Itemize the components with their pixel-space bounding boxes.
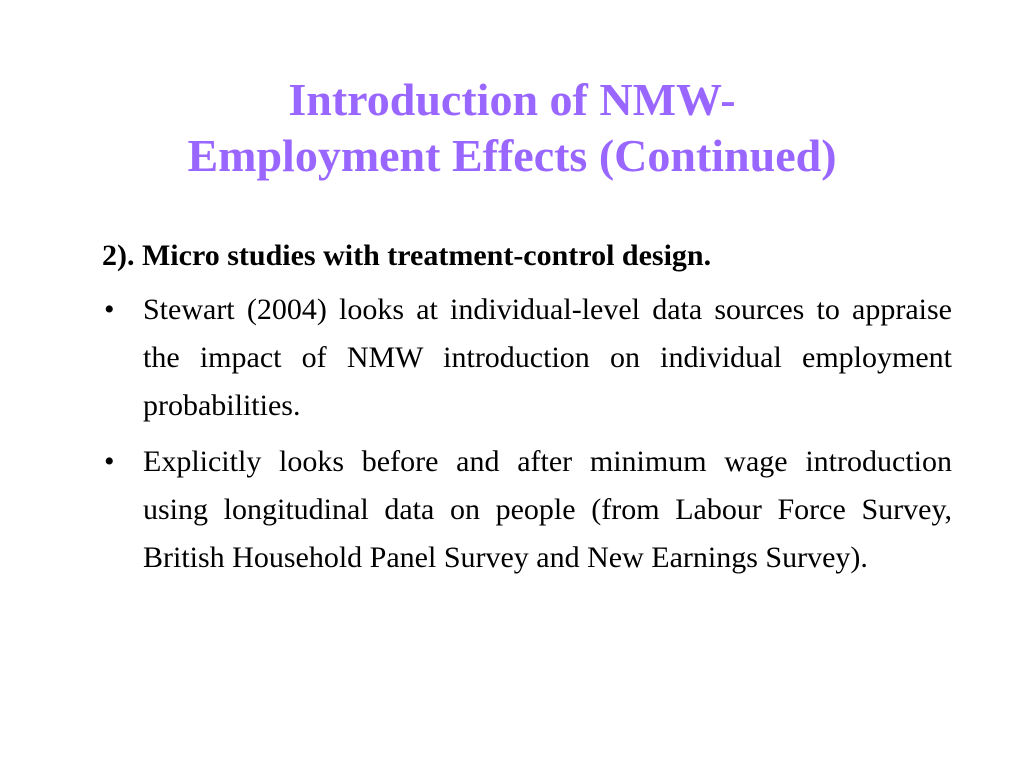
bullet-text: Stewart (2004) looks at individual-level data sources to appraise the impact of NMW introduction on individual employment probabilities. — [143, 293, 952, 422]
bullet-item — [102, 286, 952, 430]
bullet-icon: • — [104, 293, 115, 326]
section-subheading: 2). Micro studies with treatment-control design. — [102, 239, 712, 272]
bullet-icon: • — [104, 445, 115, 478]
bullet-list — [102, 286, 952, 582]
bullet-item — [102, 438, 952, 582]
slide-body — [102, 232, 952, 590]
slide-title-line-1: Introduction of NMW- — [288, 74, 736, 125]
bullet-text: Explicitly looks before and after minimum wage introduction using longitudinal data on people (from Labour Force Survey, British Household Panel Survey and New Earnings Survey). — [143, 445, 952, 574]
slide-title — [60, 72, 964, 184]
slide-title-line-2: Employment Effects (Continued) — [187, 130, 837, 181]
